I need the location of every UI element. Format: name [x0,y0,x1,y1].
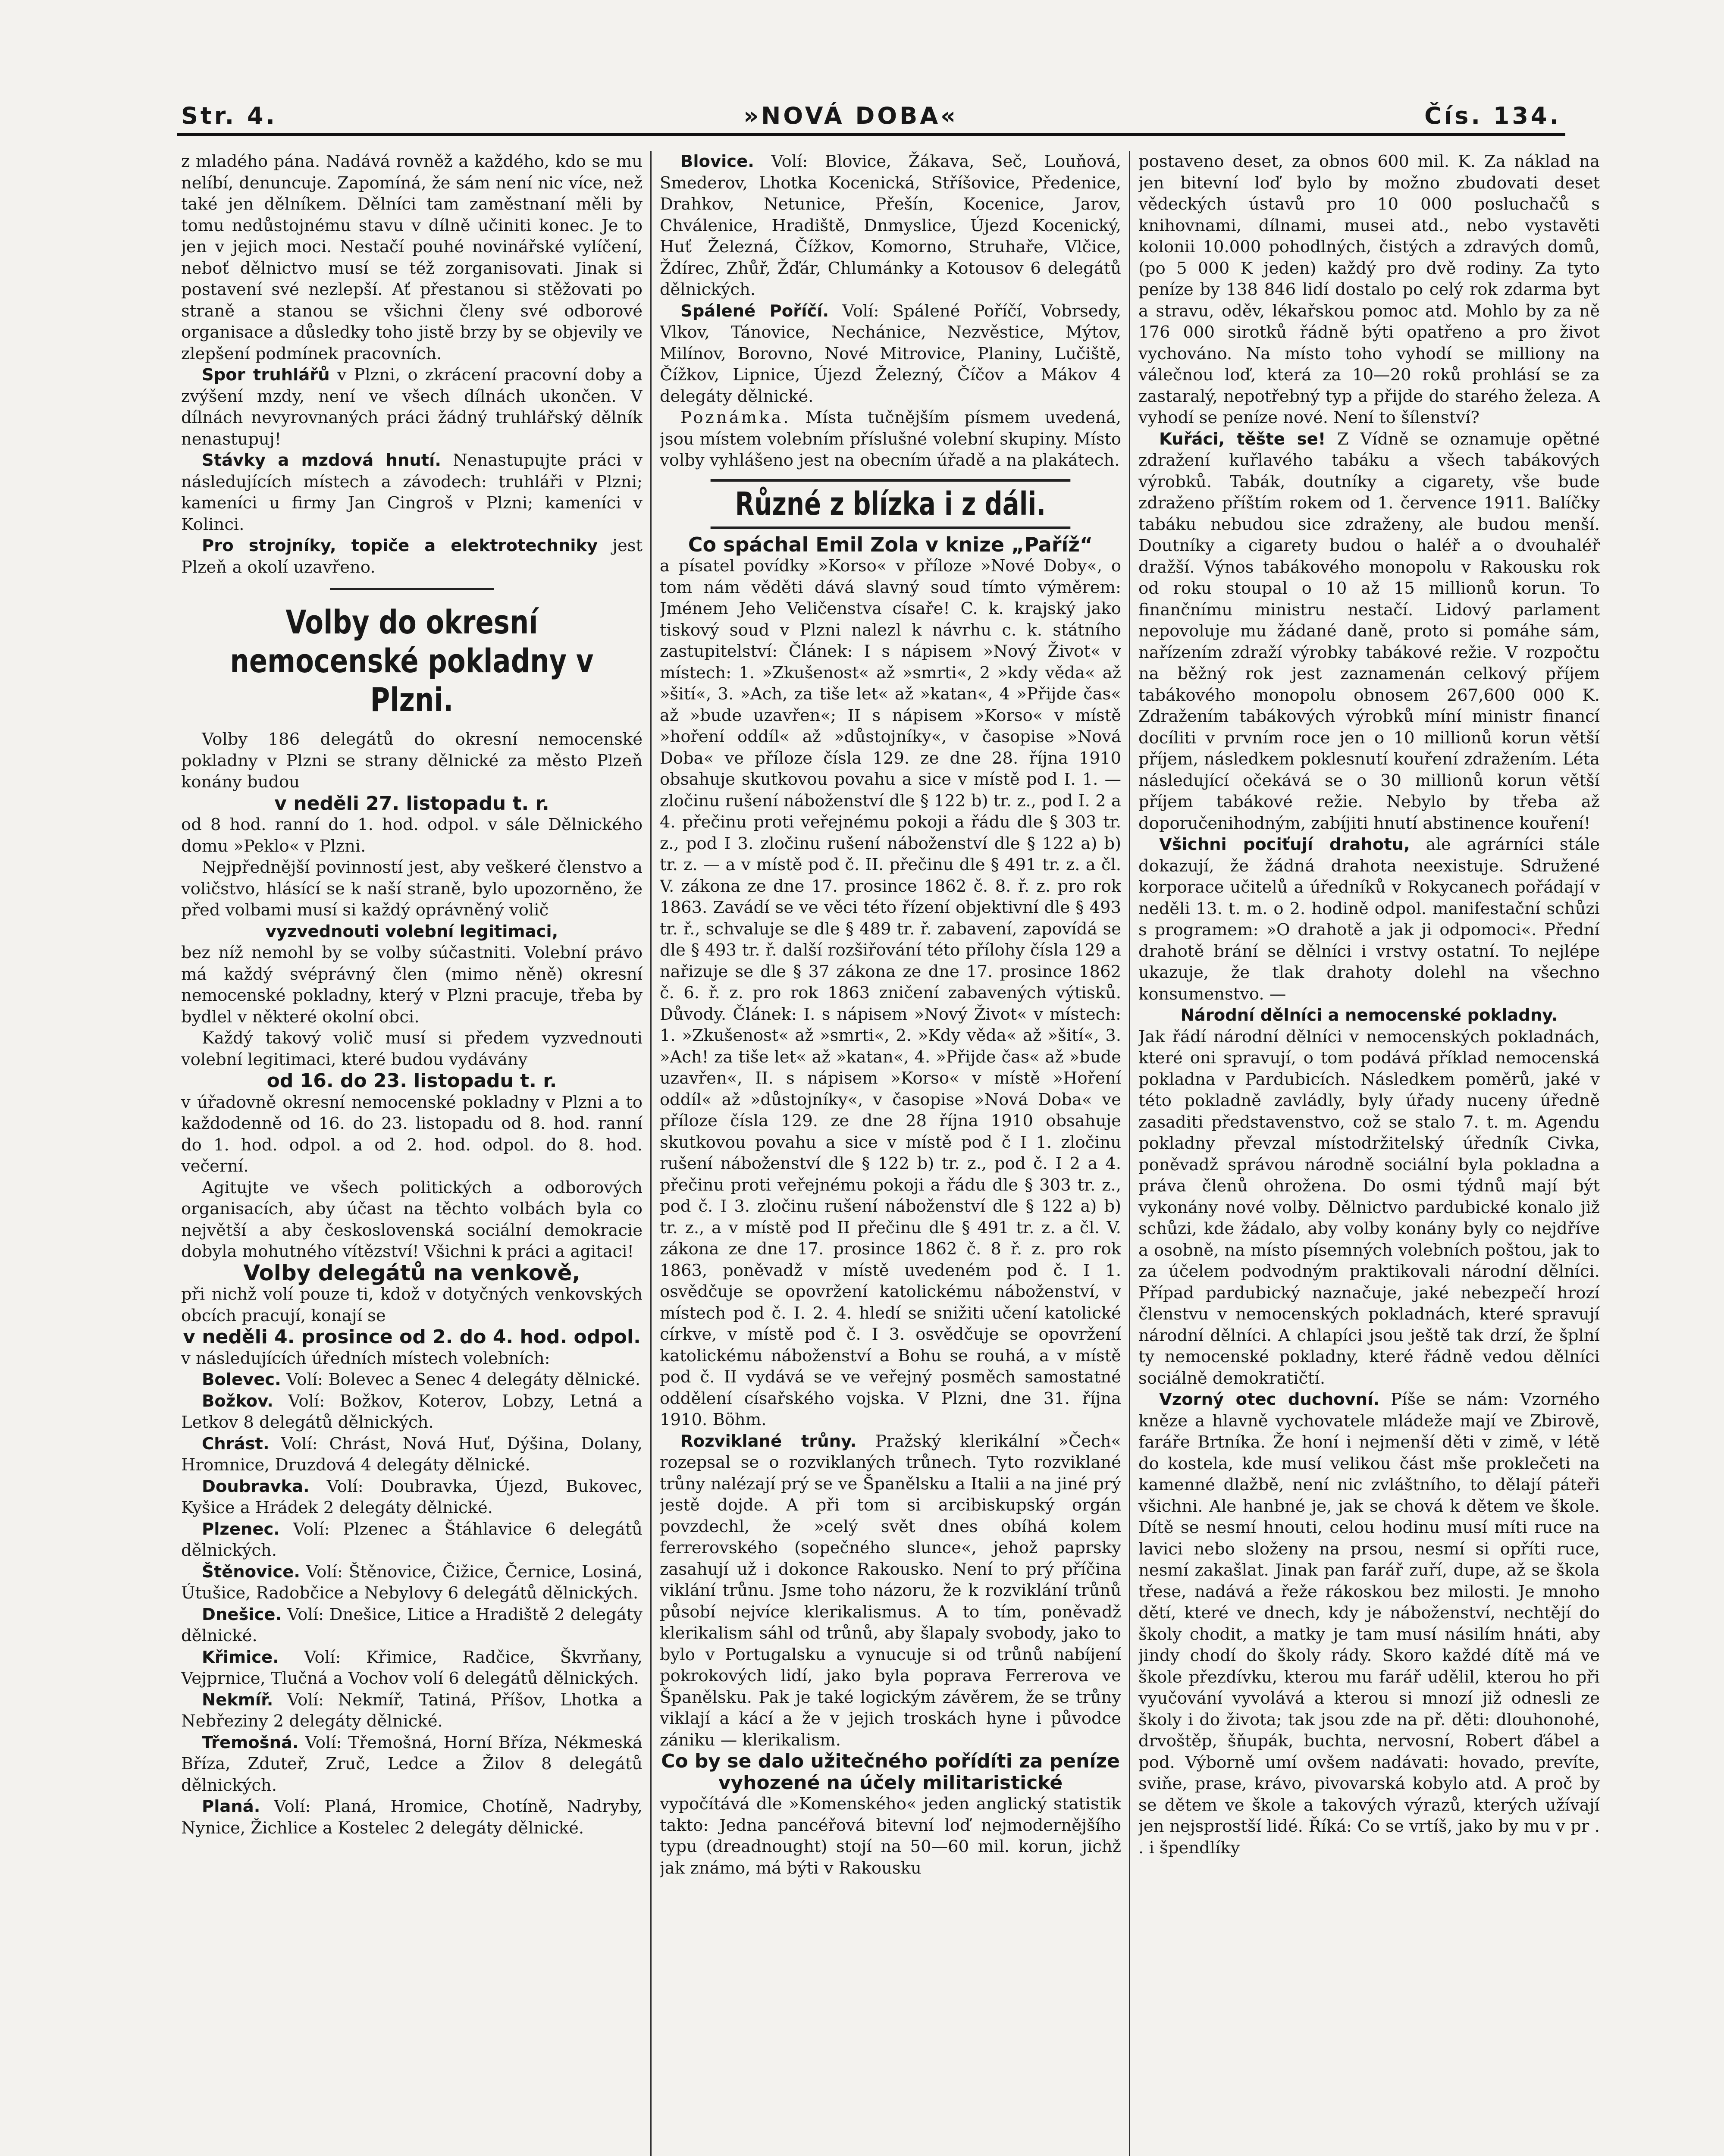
polling-place-name: Planá. [202,1797,260,1816]
header-rule [177,133,1565,136]
polling-place [181,1689,643,1732]
spor-paragraph [181,364,643,450]
militarism-title: Co by se dalo užitečného pořídíti za peníze vyhozené na účely militaristické [661,1750,1120,1794]
stroj-title: Pro strojníky, topiče a elektrotechniky [202,536,598,555]
column-3 [1138,151,1600,2156]
column-2 [660,151,1121,2156]
note-paragraph [660,407,1121,471]
polling-place-name: Dnešice. [202,1604,282,1624]
polling-place [181,1732,643,1796]
volby-p2: od 8 hod. ranní do 1. hod. odpol. v sále Dělnického domu »Peklo« v Plzni. [181,815,643,856]
section-rule [330,588,494,590]
venkov-date: v neděli 4. prosince od 2. do 4. hod. odpol. [183,1326,641,1348]
stroj-text: jest Plzeň a okolí uzavřeno. [181,536,643,577]
running-head [181,91,1561,129]
volby-p1: Volby 186 delegátů do okresní nemocenské pokladny v Plzni se strany dělnické za město Plzeň konány budou [181,730,643,792]
masthead-title: »NOVÁ DOBA« [743,102,959,129]
polling-place-text: Volí: Spálené Poříčí, Vobrsedy, Vlkov, Tánovice, Nechánice, Nezvěstice, Mýtov, Milínov, Borovno, Nové Mitrovice, Planiny, Lučiště, Čížkov, Lipnice, Újezd Železný, Číčov a Mákov 4 delegáty dělnické. [660,301,1121,406]
narodni-text: Jak řádí národní dělníci v nemocenských pokladnách, které oni spravují, o tom podává příklad nemocenská pokladna v Pardubicích. Následkem poměrů, jaké v této pokladně zavládly, byly úřady nuceny úředně zasaditi představenstvo, což se stalo 7. t. m. Agendu pokladny převzal místodržitelský úředník Civka, poněvadž správou národně sociální byla pokladna a práva členů ohrožena. Do osmi týdnů mají být vykonány nové volby. Dělnictvo pardubické konalo již schůzi, kde žádalo, aby volby konány byly co nejdříve a osobně, na místo písemných volebních poštou, jak to za účelem podvodným praktikovali národní dělníci. Případ pardubický naznačuje, jaké nebezpečí hrozí členstvu v nemocenských pokladnách, které spravují národní dělníci. A chlapíci jsou ještě tak drzí, že šplní ty nemocenské pokladny, které řádně vedou dělníci sociálně demokratičtí. [1138,1027,1600,1388]
polling-places-list-2 [660,151,1121,407]
polling-place-name: Křimice. [202,1647,279,1667]
kuraci-text: Z Vídně se oznamuje opětné zdražení kuřlavého tabáku a všech tabákových výrobků. Tabák, doutníky a cigarety, vše bude zdraženo příštím rokem od 1. července 1911. Balíčky tabáku nebudou sice zdraženy, ale budou menší. Doutníky a cigarety budou o haléř a o dvouhaléř dražší. Výnos tabákového monopolu v Rakousku rok od roku stoupal o 10 až 15 millionů korun. To finančnímu ministru nestačí. Lidový parlament nepovoluje mu žádané daně, proto si pomáhe sám, nařízením zdraží výrobky tabákové režie. V rozpočtu na běžný rok jest zaznamenán celkový příjem tabákového monopolu obnosem 267,600 000 K. Zdražením tabákových výrobků míní ministr financí docíliti v prvním roce jen o 10 millionů korun větší příjem, následkem poklesnutí kouření zdražením. Léta následující očekává se o 30 millionů korun větší příjem tabákové režie. Nebylo by třeba až doporučenihodným, zabíjiti hnutí abstinence kouření! [1138,429,1600,833]
volby-headline: Volby do okresní nemocenské pokladny v Plzni. [230,603,594,719]
otec-text: Píše se nám: Vzorného kněze a hlavně vychovatele mládeže mají ve Zbirově, faráře Brtníka. Že honí i nejmenší děti v zimě, v létě do kostela, kde musí velikou část mše proklečeti na kamenné dlažbě, není nic zvláštního, to dělají páteři všichni. Ale hanbné je, jak se chová k dětem ve škole. Dítě se nesmí hnouti, celou hodinu musí míti ruce na lavici nebo složeny na prsou, nesmí si opříti ruce, nesmí zakašlat. Jinak pan farář zuří, dupe, až se škola třese, nadává a řeže rákoskou bez milosti. Je mnoho dětí, které ve dnech, kdy je náboženství, nechtějí do školy chodit, a matky je tam musí násilím hnáti, aby jindy chodí do školy rády. Skoro každé dítě má ve škole přezdívku, kterou mu farář udělil, kterou ho při vyučování vyvolává a kterou si mnozí již odnesli ze školy i do života; tak jsou zde na př. děti: dlouhonohé, drvoštěp, šňupák, buchta, nervosní, Robert ďábel a pod. Výborně umí ovšem nadávati: hovado, prevíte, sviňe, prase, krávo, pivovarská kobylo atd. A proč by se dětem ve škole a takových výrazů, kterých užívají jen nejsprostší lidé. Říká: Co se vrtíš, jako by mu v pr . . i špendlíky [1138,1390,1600,1858]
spor-text: v Plzni, o zkrácení pracovní doby a zvýšení mzdy, není ve všech dílnách ukončen. V dílnách nevyrovnaných práci žádný truhlářský dělník nenastupuj! [181,365,643,449]
polling-place [181,1391,643,1433]
polling-place-text: Volí: Nekmíř, Tatiná, Příšov, Lhotka a Nebřeziny 2 delegáty dělnické. [181,1690,643,1731]
narodni-title: Národní dělníci a nemocenské pokladny. [1180,1006,1558,1025]
polling-place [181,1561,643,1604]
drahota-paragraph [1138,834,1600,1005]
polling-place-name: Štěnovice. [202,1562,300,1582]
kuraci-paragraph [1138,429,1600,834]
venkov-p2: v následujících úředních místech volebních: [181,1348,550,1368]
trony-text: Pražský klerikální »Čech« rozepsal se o rozviklaných trůnech. Tyto rozviklané trůny nalézají prý se ve Španělsku a Italii a na jiné prý jestě dojde. A při tom si arcibiskupský orgán povzdechl, že »celý svět dnes obíhá kolem ferrerovského (sopečného slunce«, jehož paprsky zasahují už i dokonce Rakousko. Není to prý příčina viklání trůnu. Jsme toho názoru, že k rozviklání trůnů působí nejvíce klerikalismus. A to tím, poněvadž klerikalism sáhl od trůnů, aby šlapaly svobody, jako to bylo v Portugalsku a vynucuje si od trůnů nabíjení pokrokových lidí, jako byla poprava Ferrerova ve Španělsku. Pak je také logickým závěrem, že se trůny viklají a kácí a že v jejich troskách hyne i původce zániku — klerikalism. [660,1431,1121,1750]
polling-place-text: Volí: Planá, Hromice, Chotíně, Nadryby, Nynice, Žichlice a Kostelec 2 delegáty dělnické. [181,1797,643,1838]
stavky-text: Nenastupujte práci v následujících místech a závodech: truhláři v Plzni; kameníci u firmy Jan Cingroš v Plzni; kameníci v Kolinci. [181,451,643,534]
polling-place-name: Chrást. [202,1434,270,1454]
polling-places-list-1 [181,1369,643,1839]
page-number: Str. 4. [181,102,278,129]
venkov-title: Volby delegátů na venkově, [243,1260,580,1285]
issue-number: Čís. 134. [1424,102,1561,129]
polling-place-name: Božkov. [202,1391,273,1411]
otec-paragraph [1138,1389,1600,1858]
polling-place-text: Volí: Dnešice, Litice a Hradiště 2 delegáty dělnické. [181,1604,643,1645]
polling-place-text: Volí: Bolevec a Senec 4 delegáty dělnické. [286,1370,641,1389]
trony-paragraph [660,1431,1121,1751]
polling-place [660,301,1121,407]
note-label: Poznámka. [680,408,791,427]
volby-p7: Agitujte ve všech politických a odborových organisacích, aby účast na těchto volbách byla co největší a aby československá sociální demokracie dobyla mohutného vítězství! Všichni k práci a agitaci! [181,1178,643,1261]
polling-place [181,1519,643,1561]
column-1 [181,151,643,2156]
polling-place-text: Volí: Štěnovice, Čižice, Černice, Losiná, Útušice, Radobčice a Nebylovy 6 delegátů dělnických. [181,1562,643,1603]
zola-text: a písatel povídky »Korso« v příloze »Nové Doby«, o tom nám věděti dává slavný soud tímto výměrem: Jménem Jeho Veličenstva císaře! C. k. krajský jako tiskový soud v Plzni nalezl k návrhu c. k. státního zastupitelství: Článek: I s nápisem »Nový Život« v místech: 1. »Zkušenost« až »smrti«, 2 »kdy věda« až »šití«, 3. »Ach, za tiše let« až »katan«, 4 »Přijde čas« až »bude uzavřen«; II s nápisem »Korso« v místě »hoření oddíl« až »důstojníky«, v časopise »Nová Doba« ve příloze čísla 129. ze dne 28. října 1910 obsahuje skutkovou povahu a sice v místě pod I. 1. — zločinu rušení náboženství dle § 122 b) tr. z., pod I. 2 a 4. přečinu proti veřejnému pokoji a řádu dle § 303 tr. z., pod I 3. zločinu rušení náboženství dle § 122 a) b) tr. z. — a v místě pod č. II. přečinu dle § 491 tr. z. a čl. V. zákona ze dne 17. prosince 1862 č. 8. ř. z. pro rok 1863. Zavádí se ve věci této řízení objektivní dle § 493 tr. ř., schvaluje se dle § 489 tr. ř. zabavení, zapovídá se dle § 493 tr. ř. další rozšiřování této přílohy čísla 129 a nařizuje se dle § 37 zákona ze dne 17. prosince 1862 č. 6. ř. z. pro rok 1863 zničení zabavených výtisků. Důvody. Článek: I. s nápisem »Nový Život« v místech: 1. »Zkušenost« až »smrti«, 2. »Kdy věda« až »šití«, 3. »Ach! za tiše let« až »katan«, 4. »Přijde čas« až »bude uzavřen«, II. s nápisem »Korso« v místě »Hoření oddíl« až »důstojníky«, v časopise »Nová Doba« ve příloze čísla 129. ze dne 28 října 1910 obsahuje skutkovou povahu a sice v místě pod č I 1. zločinu rušení náboženství dle § 122 b) tr. z., pod č. I 2 a 4. přečinu proti veřejnému pokoji a řádu dle § 303 tr. z., pod č. I 3. zločinu rušení náboženství dle § 122 a) b) tr. z., a v místě pod II přečinu dle § 491 tr. z. a čl. V. zákona ze dne 17. prosince 1862 č. 8 ř. z. pro rok 1863, poněvadž v místě uvedeném pod č. I 1. osvědčuje se opovržení katolickému náboženství, v místech pod č. I. 2. 4. hledí se snižiti učení katolické církve, v místě pod č. I 3. osvědčuje se opovržení katolickému náboženství a Bohu se rouhá, a v místě pod č. II vydává se ve veřejný posměch samostatné oddělení císařského vojska. V Plzni, dne 31. října 1910. Böhm. [660,556,1121,1429]
polling-place [181,1369,643,1391]
polling-place [181,1476,643,1519]
volby-legit: vyzvednouti volební legitimaci, [265,921,558,941]
intro-paragraph: z mladého pána. Nadává rovněž a každého, kdo se mu nelíbí, denuncuje. Zapomíná, že sám není nic více, než také jen dělníkem. Dělníci tam zaměstnaní měli by tomu nedůstojnému stavu v dílně učiniti konec. Je to jen v jejich moci. Nestačí pouhé novinářské vylíčení, neboť dělnictvo musí se též zorganisovati. Jinak si postavení své nezlepší. Ať přestanou si stěžovati po straně a stanou se všichni členy své odborové organisace a důsledky toho jistě brzy by se objevily ve zlepšení podmínek pracovních. [181,152,643,364]
polling-place-name: Doubravka. [202,1476,310,1496]
polling-place-name: Spálené Poříčí. [680,301,829,321]
volby-p4: bez níž nemohl by se volby súčastniti. Volební právo má každý svéprávný člen (mimo něně) okresní nemocenské pokladny, který v Plzni pracuje, třeba by bydlel v některé okolní obci. [181,943,643,1027]
volby-p5: Každý takový volič musí si předem vyzvednouti volební legitimaci, které budou vydávány [181,1028,643,1069]
polling-place-name: Třemošná. [202,1733,299,1752]
column-divider-2 [1129,151,1130,2156]
volby-date2: od 16. do 23. listopadu t. r. [266,1070,557,1092]
polling-place-name: Bolevec. [202,1370,281,1389]
volby-p3: Nejpřednější povinností jest, aby veškeré členstvo a voličstvo, hlásící se k naší straně, bylo upozorněno, že před volbami musí si každý oprávněný volič [181,858,643,920]
polling-place [181,1604,643,1647]
volby-date1: v neděli 27. listopadu t. r. [274,792,549,815]
polling-place-name: Plzenec. [202,1519,280,1539]
polling-place [181,1796,643,1839]
stavky-title: Stávky a mzdová hnutí. [202,451,441,470]
polling-place [181,1433,643,1476]
polling-place-name: Nekmíř. [202,1690,273,1710]
polling-place-text: Volí: Božkov, Koterov, Lobzy, Letná a Letkov 8 delegátů dělnických. [181,1391,643,1432]
spor-title: Spor truhlářů [202,365,330,385]
polling-place-name: Blovice. [680,152,754,171]
otec-title: Vzorný otec duchovní. [1159,1390,1379,1409]
polling-place-text: Volí: Chrást, Nová Huť, Dýšina, Dolany, Hromnice, Druzdová 4 delegáty dělnické. [181,1434,643,1475]
polling-place-text: Volí: Plzenec a Štáhlavice 6 delegátů dělnických. [181,1519,643,1560]
trony-title: Rozviklané trůny. [680,1431,857,1451]
stroj-paragraph [181,535,643,578]
polling-place-text: Volí: Blovice, Žákava, Seč, Louňová, Smederov, Lhotka Kocenická, Stříšovice, Předenice, Drahkov, Netunice, Přešín, Kocenice, Jarov, Chválenice, Hradiště, Dnmyslice, Újezd Kocenický, Huť Železná, Čížkov, Komorno, Struhaře, Vlčice, Ždírec, Zhůř, Žďár, Chlumánky a Kotousov 6 delegátů dělnických. [660,152,1121,299]
note-text: Místa tučnějším písmem uvedená, jsou místem volebním příslušné volební skupiny. Místo volby vyhlášeno jest na obecním úřadě a na plakátech. [660,408,1121,470]
ruzne-headline: Různé z blízka i z dáli. [711,479,1071,529]
polling-place-text: Volí: Doubravka, Újezd, Bukovec, Kyšice a Hrádek 2 delegáty dělnické. [181,1476,643,1517]
venkov-p1: při nichž volí pouze ti, kdož v dotyčných venkovských obcích pracují, konají se [181,1285,643,1326]
zola-title: Co spáchal Emil Zola v knize „Paříž“ [688,533,1093,556]
volby-p6: v úřadovně okresní nemocenské pokladny v Plzni a to každodenně od 16. do 23. listopadu od 8. hod. ranní do 1. hod. odpol. a od 2. hod. odpol. do 8. hod. večerní. [181,1092,643,1176]
drahota-text: ale agrárníci stále dokazují, že žádná drahota neexistuje. Sdružené korporace učitelů a úředníků v Rokycanech pořádají v neděli 13. t. m. o 2. hodině odpol. manifestační schůzi s programem: »O drahotě a jak ji odpomoci«. Přední drahotě brání se dělníci i vrstvy ostatní. To nejlépe ukazuje, že tlak drahoty dolehl na všechno konsumenstvo. — [1138,835,1600,1004]
militarism-continued: postaveno deset, za obnos 600 mil. K. Za náklad na jen bitevní loď bylo by možno zbudovati deset vědeckých ústavů pro 10 000 posluchačů s knihovnami, dílnami, musei atd., nebo vystavěti kolonii 10.000 pohodlných, čistých a zdravých domů, (po 5 000 K jeden) každý pro dvě rodiny. Za tyto peníze by 138 846 lidí dostalo po celý rok zdarma byt a stravu, oděv, lékařskou pomoc atd. Mohlo by za ně 176 000 sirotků řádně býti opatřeno a pro život vychováno. Na místo toho vyhodí se milliony na válečnou loď, která za 10—20 roků prohlásí se za zastaralý, nepotřebný typ a přijde do starého železa. A vyhodí se peníze nové. Není to šílenství? [1138,152,1600,427]
stavky-paragraph [181,450,643,535]
kuraci-title: Kuřáci, těšte se! [1159,429,1326,449]
militarism-text: vypočítává dle »Komenského« jeden anglický statistik takto: Jedna pancéřová bitevní loď nejmodernějšího typu (dreadnought) stojí na 50—60 mil. korun, jichž jak známo, má býti v Rakousku [660,1794,1121,1878]
polling-place [181,1647,643,1689]
polling-place-text: Volí: Křimice, Radčice, Škvrňany, Vejprnice, Tlučná a Vochov volí 6 delegátů dělnických. [181,1647,643,1688]
polling-place-text: Volí: Třemošná, Horní Bříza, Nékmeská Bříza, Zduteř, Zruč, Ledce a Žilov 8 delegátů dělnických. [181,1733,643,1795]
column-divider-1 [650,151,652,2156]
polling-place [660,151,1121,301]
drahota-title: Všichni pociťují drahotu, [1159,835,1410,854]
